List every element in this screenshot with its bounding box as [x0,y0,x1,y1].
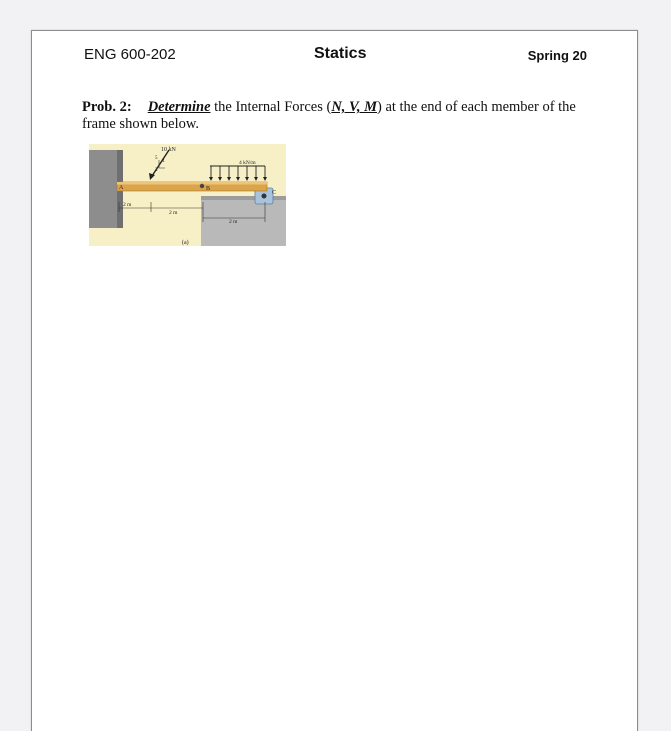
problem-statement [82,99,602,133]
dimension-label-3: 2 m [229,219,238,225]
pin-c-icon [262,194,267,199]
distributed-load-label: 4 kN/m [239,160,256,166]
slope-label-3: 3 [155,168,158,173]
beam-highlight [117,182,267,185]
problem-text-after: ) at the end of each member of the frame shown below. [82,99,576,132]
dimension-label-1: 2 m [123,202,132,208]
point-a-label: A [119,185,124,191]
problem-symbols: N, V, M [331,99,377,115]
term-label: Spring 20 [527,48,587,63]
point-b-label: B [206,186,211,192]
dimension-label-2: 2 m [169,210,178,216]
frame-figure [89,144,286,246]
problem-text-before: the Internal Forces ( [210,99,332,115]
slope-label-4: 4 [162,159,165,164]
support-block [201,196,286,246]
document-page [31,30,638,731]
document-title: Statics [314,45,367,62]
point-c-label: C [272,190,277,196]
point-load-label: 10 kN [161,147,176,154]
figure-caption: (a) [182,240,189,246]
problem-label: Prob. 2: [82,99,132,115]
course-code: ENG 600-202 [84,46,176,63]
joint-b-icon [200,184,204,188]
slope-label-5: 5 [155,156,158,161]
problem-keyword: Determine [147,99,211,115]
